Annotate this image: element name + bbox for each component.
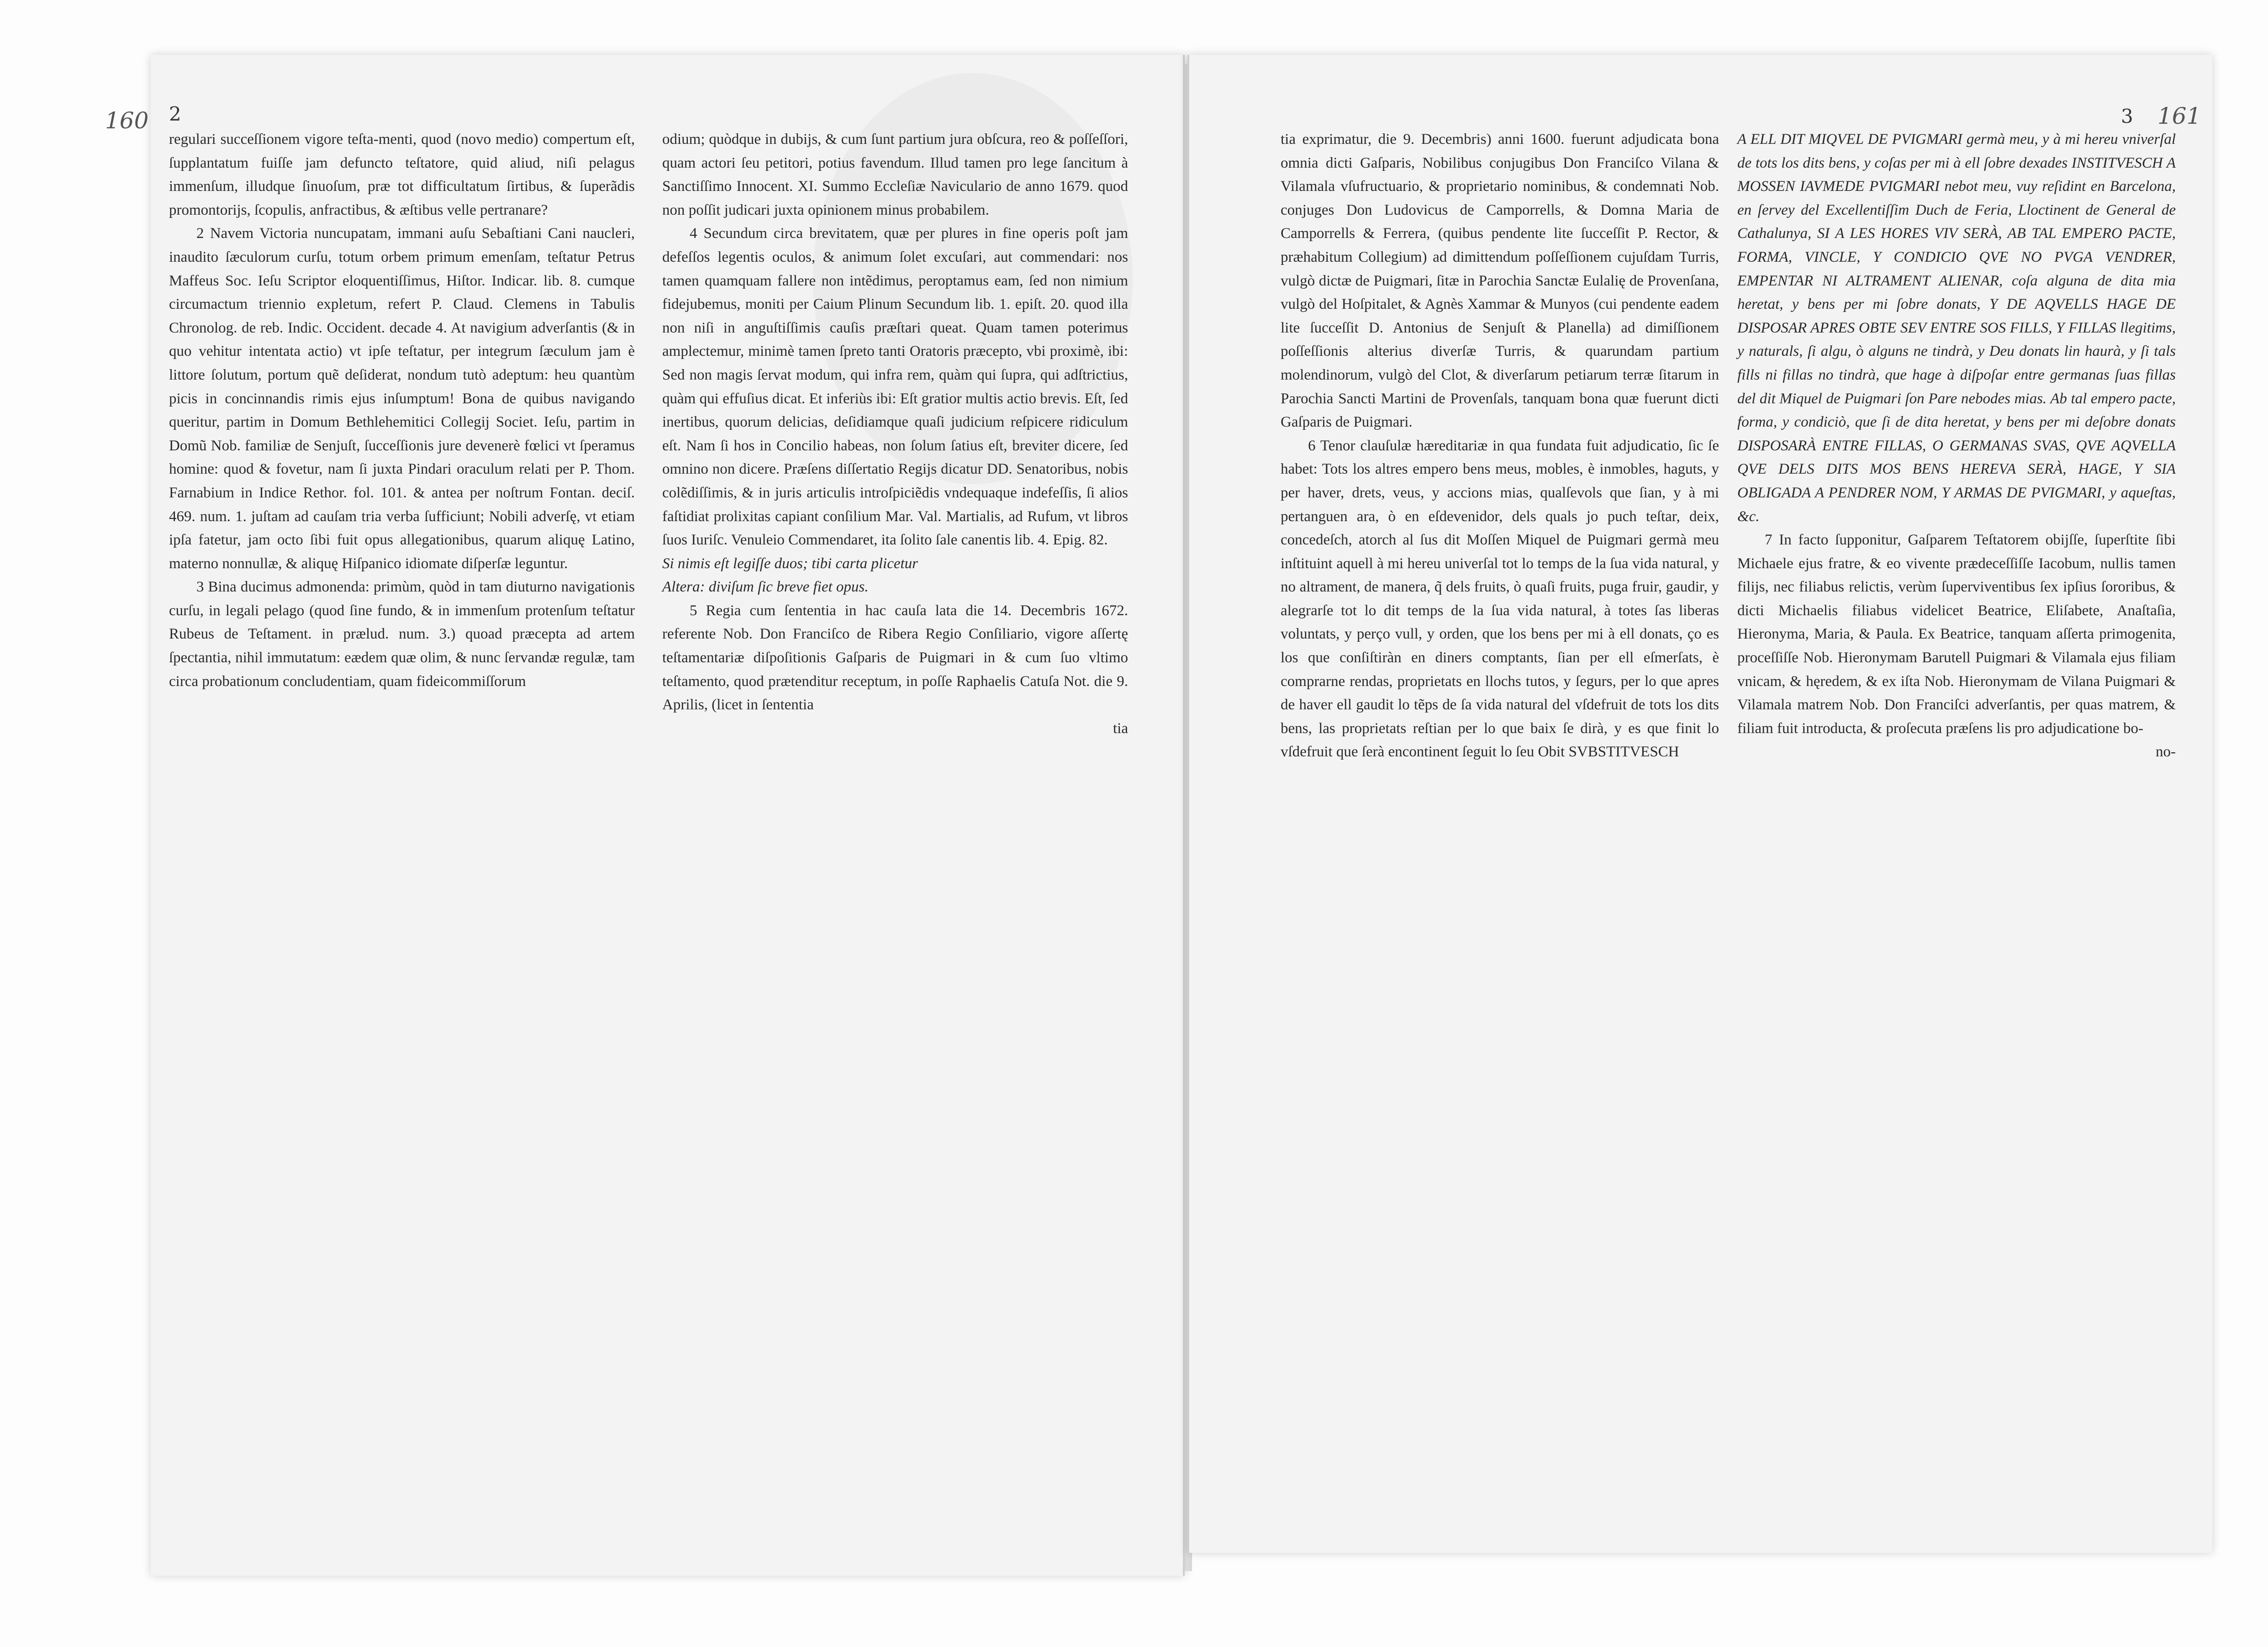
- catchword: no-: [2156, 744, 2176, 760]
- text-column-right: [1737, 128, 2176, 764]
- text-column-left: [1281, 128, 1719, 764]
- paragraph: 7 In facto ſupponitur, Gaſparem Teſtatorem obijſſe, ſuperſtite ſibi Michaele ejus fratre, & eo vivente prædeceſſiſſe Iacobum, nullis tamen filijs, nec filiabus relictis, verùm ſuperviventibus ſex ipſius ſororibus, & dicti Michaelis filiabus videlicet Beatrice, Eliſabete, Anaſtaſia, Hieronyma, Maria, & Paula. Ex Beatrice, tanquam aſſerta primogenita, proceſſiſſe Nob. Hieronymam Barutell Puigmari & Vilamala ejus filiam vnicam, & hęredem, & ex iſta Nob. Hieronymam de Vilana Puigmari & Vilamala matrem Nob. Don Franciſci adverſantis, per quas matrem, & filiam fuit introducta, & proſecuta præſens lis pro adjudicatione bo-: [1737, 532, 2176, 737]
- paragraph: 2 Navem Victoria nuncupatam, immani auſu Sebaſtiani Cani naucleri, inaudito ſæculorum curſu, totum orbem primum emenſam, teſtatur Petrus Maffeus Soc. Ieſu Scriptor eloquentiſſimus, Hiſtor. Indicar. lib. 8. cumque circumactum triennio expletum, refert P. Claud. Clemens in Tabulis Chronolog. de reb. Indic. Occident. decade 4. At navigium adverſantis (& in quo vehitur intentata actio) vt ipſe teſtatur, per integrum ſæculum jam è littore ſolutum, portum quẽ deſiderat, nondum tutò adeptum: heu quantùm picis in concinnandis rimis ejus inſumptum! Bona de quibus navigando queritur, partim in Domum Bethlehemitici Collegij Societ. Ieſu, partim in Domũ Nob. familiæ de Senjuſt, ſucceſſionis jure devenerè fœlici vt ſperamus homine: quod & fovetur, nam ſi juxta Pindari oraculum relati per P. Thom. Farnabium in Indice Rethor. fol. 101. & antea per noſtrum Fontan. deciſ. 469. num. 1. juſtam ad cauſam tria verba ſufficiunt; Nobili adverſę, vt etiam ipſa fatetur, jam octo ſibi fuit opus allegationibus, quarum aliquę Latino, materno nonnullæ, & aliquę Hiſpanico idiomate diſperſæ leguntur.: [169, 225, 635, 572]
- paragraph: 3 Bina ducimus admonenda: primùm, quòd in tam diuturno navigationis curſu, in legali pelago (quod ſine fundo, & in immenſum protenſum teſtatur Rubeus de Teſtament. in prælud. num. 3.) quoad præcepta ad artem ſpectantia, nihil immutatum: eædem quæ olim, & nunc ſervandæ regulæ, tam circa probationum concludentiam, quam fideicommiſſorum: [169, 579, 635, 690]
- paragraph: regulari succeſſionem vigore teſta-menti, quod (novo medio) compertum eſt, ſupplantatum fuiſſe jam defuncto teſtatore, quid aliud, niſi pelagus immenſum, illudque ſinuoſum, præ tot difficultatum ſirtibus, & ſuperãdis promontorijs, ſcopulis, anfractibus, & æſtibus velle pertranare?: [169, 131, 635, 218]
- verse-line: Si nimis eſt legiſſe duos; tibi carta plicetur: [662, 555, 918, 572]
- margin-note: 160: [105, 107, 149, 134]
- catchword: tia: [1113, 720, 1128, 737]
- paragraph: tia exprimatur, die 9. Decembris) anni 1600. fuerunt adjudicata bona omnia dicti Gaſparis, Nobilibus conjugibus Don Franciſco Vilana & Vilamala vſufructuario, & proprietario nominibus, & condemnati Nob. conjuges Don Ludovicus de Camporrells, & Domna Maria de Camporrells & Ferrera, (quibus pendente lite ſucceſſit P. Rector, & præhabitum Collegium) ad dimittendum poſſeſſionem cujuſdam Turris, vulgò dictæ de Puigmari, ſitæ in Parochia Sanctæ Eulalię de Provenſana, vulgò del Hoſpitalet, & Agnès Xammar & Munyos (cui pendente eadem lite ſucceſſit D. Antonius de Senjuſt & Planella) ad dimiſſionem poſſeſſionis alterius diverſæ Turris, & quarundam partium molendinorum, vulgò del Clot, & diverſarum petiarum terræ ſitarum in Parochia Sancti Martini de Provenſals, tanquam bona quæ fuerunt dicti Gaſparis de Puigmari.: [1281, 131, 1719, 431]
- verse-line: Altera: diviſum ſic breve fiet opus.: [662, 579, 869, 596]
- paragraph: 5 Regia cum ſententia in hac cauſa lata die 14. Decembris 1672. referente Nob. Don Franciſco de Ribera Regio Conſiliario, vigore aſſertę teſtamentariæ diſpoſitionis Gaſparis de Puigmari in & cum ſuo vltimo teſtamento, quod prætenditur receptum, in poſſe Raphaelis Catuſa Not. die 9. Aprilis, (licet in ſententia: [662, 602, 1128, 713]
- paragraph: 6 Tenor clauſulæ hæreditariæ in qua fundata fuit adjudicatio, ſic ſe habet: Tots los altres empero bens meus, mobles, è inmobles, haguts, y per haver, drets, veus, y accions mias, qualſevols que ſian, y à mi pertanguen ara, ò en eſdevenidor, dels quals jo puch teſtar, deix, concedeſch, atorch al ſus dit Moſſen Miquel de Puigmari germà meu inſtituint aquell à mi hereu univerſal tot lo temps de la ſua vida natural, y no altrament, de manera, q̃ dels fruits, ò quaſi fruits, puga fruir, gaudir, y alegrarſe tot lo dit temps de la ſua vida natural, à totes ſas liberas voluntats, y perço vull, y orden, que los bens per mi à ell donats, ço es los que conſiſtiràn en diners comptants, ſian per ell eſmerſats, è comprarne rendas, proprietats en llochs tutos, y ſegurs, per lo que apres de haver ell gaudit lo tẽps de ſa vida natural del vſdefruit de tots los dits bens, las proprietats reſtian per lo que baix ſe dirà, y es que finit lo vſdefruit que ſerà encontinent ſeguit lo ſeu Obit SVBSTITVESCH: [1281, 437, 1719, 760]
- right-page: [1187, 55, 2212, 1553]
- paragraph: 4 Secundum circa brevitatem, quæ per plures in fine operis poſt jam defeſſos legentis oculos, & animum ſolet excuſari, aut commendari: nos tamen quamquam fallere non intẽdimus, peroptamus eam, ſed non nimium fidejubemus, moniti per Caium Plinum Secundum lib. 1. epiſt. 20. quod illa non niſi in anguſtiſſimis cauſis præſtari queat. Quam tamen poterimus amplectemur, minimè tamen ſpreto tanti Oratoris præcepto, vbi proximè, ibi: Sed non magis ſervat modum, qui infra rem, quàm qui ſupra, qui adſtrictius, quàm qui effuſius dicat. Et inferiùs ibi: Eſt gratior multis actio brevis. Eſt, ſed inertibus, quorum delicias, deſidiamque quaſi judicium reſpicere ridiculum eſt. Nam ſi hos in Concilio habeas, non ſolum ſatius eſt, breviter dicere, ſed omnino non dicere. Præſens diſſertatio Regijs dicatur DD. Senatoribus, nobis colẽdiſſimis, & in juris articulis introſpiciẽdis vndequaque indefeſſis, ſi alios faſtidiat prolixitas capiant conſilium Mar. Val. Martialis, ad Rufum, vt libros ſuos Iuriſc. Venuleio Commendaret, ita ſolito ſale canentis lib. 4. Epig. 82.: [662, 225, 1128, 549]
- page-number: 3: [2121, 105, 2133, 127]
- text-column-left: [169, 128, 635, 693]
- page-number: 2: [169, 103, 181, 125]
- paragraph: A ELL DIT MIQVEL DE PVIGMARI germà meu, y à mi hereu vniverſal de tots los dits bens, y coſas per mi à ell ſobre dexades INSTITVESCH A MOSSEN IAVMEDE PVIGMARI nebot meu, vuy reſidint en Barcelona, en ſervey del Excellentiſſim Duch de Feria, Lloctinent de General de Cathalunya, SI A LES HORES VIV SERÀ, AB TAL EMPERO PACTE, FORMA, VINCLE, Y CONDICIO QVE NO PVGA VENDRER, EMPENTAR NI ALTRAMENT ALIENAR, coſa alguna de dita mia heretat, y bens per mi ſobre donats, Y DE AQVELLS HAGE DE DISPOSAR APRES OBTE SEV ENTRE SOS FILLS, Y FILLAS llegitims, y naturals, ſi algu, ò alguns ne tindrà, y Deu donats lin haurà, y ſi tals fills ni fillas no tindrà, que hage à diſpoſar entre germanas ſuas fillas del dit Miquel de Puigmari ſon Pare nebodes mias. Ab tal empero pacte, forma, y condiciò, que ſi de dita heretat, y bens per mi deſobre donats DISPOSARÀ ENTRE FILLAS, O GERMANAS SVAS, QVE AQVELLA QVE DELS DITS MOS BENS HEREVA SERÀ, HAGE, Y SIA OBLIGADA A PENDRER NOM, Y ARMAS DE PVIGMARI, y aqueſtas, &c.: [1737, 131, 2176, 525]
- paragraph: odium; quòdque in dubijs, & cum ſunt partium jura obſcura, reo & poſſeſſori, quam actori ſeu petitori, potius favendum. Illud tamen pro lege ſancitum à Sanctiſſimo Innocent. XI. Summo Eccleſiæ Naviculario de anno 1679. quod non poſſit judicari juxta opinionem minus probabilem.: [662, 131, 1128, 218]
- text-column-right: [662, 128, 1128, 740]
- left-page: [105, 55, 1185, 1576]
- margin-note: 161: [2157, 103, 2201, 129]
